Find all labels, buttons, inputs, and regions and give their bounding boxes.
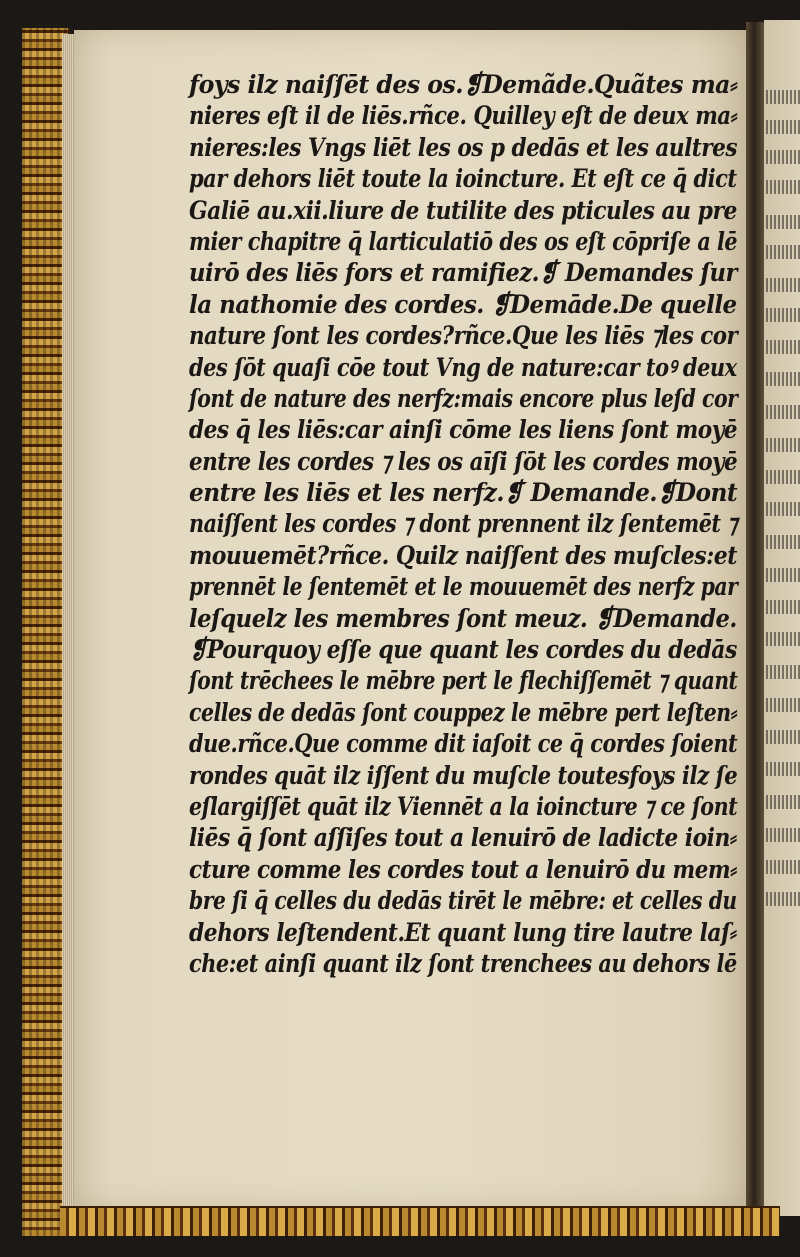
text-line: par dehors liēt toute la ioincture. Et eſt ce q̄ dict bbox=[189, 164, 737, 195]
text-line: che:et ainſi quant ilz ſont trenchees au dehors lē bbox=[189, 948, 737, 979]
text-line: la nathomie des cordes. ❡Demāde.De quelle bbox=[189, 289, 737, 320]
text-line: liēs q̄ ſont aſſiſes tout a lenuirō de ladicte ioin⸗ bbox=[189, 823, 737, 854]
text-line: Galiē au.xii.liure de tutilite des pticules au pre bbox=[189, 195, 737, 226]
text-line: mouuemēt?rñce. Quilz naiſſent des muſcles:et bbox=[189, 540, 737, 571]
text-line: leſquelz les membres ſont meuz. ❡Demande. bbox=[189, 603, 737, 634]
book-gutter bbox=[746, 22, 766, 1212]
text-line: bre ſi q̄ celles du dedās tirēt le mēbre: et celles du bbox=[189, 886, 737, 917]
binding-edge-bottom bbox=[60, 1206, 780, 1236]
text-line: mier chapitre q̄ larticulatiō des os eſt cōpriſe a lē bbox=[189, 226, 738, 257]
text-line: nieres:les Vngs liēt les os p dedās et les aultres bbox=[189, 132, 737, 163]
text-line: ſont trēchees le mēbre pert le flechiſſemēt ⁊ quant bbox=[189, 666, 738, 697]
text-line: nature ſont les cordes?rñce.Que les liēs ⁊les cor bbox=[189, 321, 738, 352]
text-line: nieres eſt il de liēs.rñce. Quilley eſt de deux ma⸗ bbox=[189, 101, 738, 132]
text-line: rondes quāt ilz iſſent du muſcle toutesfoys ilz ſe bbox=[189, 760, 738, 791]
body-text bbox=[189, 70, 737, 980]
text-line: ❡Pourquoy eſſe que quant les cordes du dedās bbox=[189, 635, 737, 666]
text-line: foys ilz naiſſēt des os.❡Demãde.Quãtes ma⸗ bbox=[189, 70, 738, 100]
text-line: ſont de nature des nerfz:mais encore plus leſd cor bbox=[189, 383, 738, 414]
text-line: uirō des liēs fors et ramifiez.❡ Demandes ſur bbox=[189, 258, 737, 289]
text-line: prennēt le ſentemēt et le mouuemēt des nerfz par bbox=[189, 572, 738, 603]
text-line: eſlargiſſēt quāt ilz Viennēt a la ioincture ⁊ ce ſont bbox=[189, 791, 738, 822]
text-line: dehors leſtendent.Et quant lung tire lautre laſ⸗ bbox=[189, 917, 737, 948]
right-page-fragment bbox=[764, 20, 800, 1216]
text-line: cture comme les cordes tout a lenuirō du mem⸗ bbox=[189, 854, 737, 885]
text-line: naiſſent les cordes ⁊ dont prennent ilz ſentemēt ⁊ bbox=[189, 509, 738, 540]
text-line: entre les cordes ⁊ les os aīſi ſōt les cordes moyē bbox=[189, 446, 738, 477]
text-line: entre les liēs et les nerfz.❡ Demande.❡Dont bbox=[189, 478, 738, 509]
text-line: des q̄ les liēs:car ainſi cōme les liens ſont moyē bbox=[189, 415, 738, 446]
text-line: due.rñce.Que comme dit iaſoit ce q̄ cordes ſoient bbox=[189, 729, 738, 760]
text-line: celles de dedās ſont couppez le mēbre pert leſten⸗ bbox=[189, 697, 738, 728]
text-line: des ſōt quaſi cōe tout Vng de nature:car toꝰ deux bbox=[189, 352, 737, 383]
